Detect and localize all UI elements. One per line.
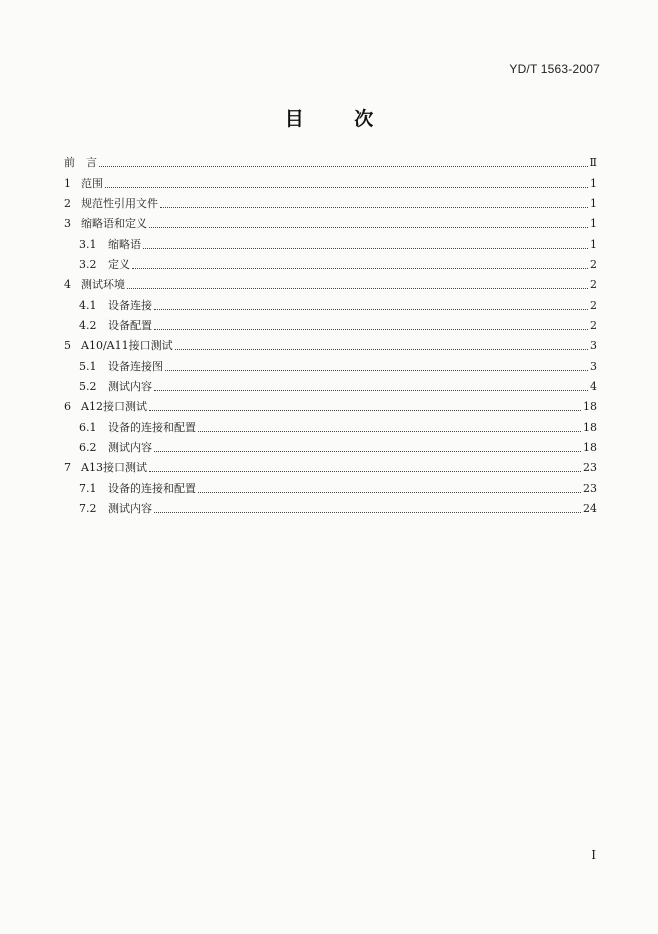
dot-leader — [160, 206, 588, 208]
toc-entry-label: 设备的连接和配置 — [108, 481, 196, 495]
toc-entry-label: A12接口测试 — [81, 400, 147, 414]
toc-entry-number: 4.2 — [79, 318, 97, 332]
toc-entry-page: 2 — [590, 278, 597, 292]
toc-entry-label: A10/A11接口测试 — [81, 339, 173, 353]
toc-entry-number: 前 — [64, 156, 75, 170]
standard-code: YD/T 1563-2007 — [509, 62, 600, 76]
toc-entry-number: 4.1 — [79, 298, 97, 312]
toc-entry[interactable] — [64, 292, 597, 312]
toc-entry-page: 18 — [583, 440, 597, 454]
dot-leader — [132, 267, 588, 269]
toc-entry-page: 23 — [583, 461, 597, 475]
toc-entry[interactable] — [64, 191, 597, 211]
dot-leader — [149, 409, 581, 411]
dot-leader — [154, 511, 581, 513]
toc-entry[interactable] — [64, 150, 597, 170]
toc-entry[interactable] — [64, 353, 597, 373]
toc-entry[interactable] — [64, 170, 597, 190]
toc-entry-label: 言 — [86, 156, 97, 170]
page-number: I — [591, 848, 596, 862]
toc-entry-number: 5 — [64, 339, 71, 353]
dot-leader — [149, 226, 588, 228]
toc-entry-number: 7.1 — [79, 481, 97, 495]
dot-leader — [99, 165, 588, 167]
dot-leader — [149, 470, 581, 472]
toc-entry-number: 4 — [64, 278, 71, 292]
toc-entry-label: 测试内容 — [108, 379, 152, 393]
toc-entry-label: 缩略语 — [108, 237, 141, 251]
table-of-contents — [64, 150, 597, 516]
toc-entry[interactable] — [64, 374, 597, 394]
dot-leader — [105, 186, 588, 188]
toc-entry-number: 6 — [64, 400, 71, 414]
dot-leader — [165, 369, 588, 371]
toc-entry-number: 5.1 — [79, 359, 97, 373]
toc-entry[interactable] — [64, 496, 597, 516]
dot-leader — [198, 430, 581, 432]
toc-entry-number: 2 — [64, 196, 71, 210]
toc-entry[interactable] — [64, 394, 597, 414]
toc-entry[interactable] — [64, 231, 597, 251]
dot-leader — [127, 287, 588, 289]
toc-entry-label: 设备连接 — [108, 298, 152, 312]
toc-entry-page: 1 — [590, 196, 597, 210]
toc-entry-page: 4 — [590, 379, 597, 393]
toc-entry-page: 18 — [583, 420, 597, 434]
toc-entry[interactable] — [64, 313, 597, 333]
toc-entry[interactable] — [64, 252, 597, 272]
toc-entry[interactable] — [64, 475, 597, 495]
toc-entry-label: 规范性引用文件 — [81, 196, 158, 210]
toc-entry-label: 设备的连接和配置 — [108, 420, 196, 434]
toc-entry-page: 1 — [590, 176, 597, 190]
toc-entry[interactable] — [64, 211, 597, 231]
dot-leader — [143, 247, 588, 249]
dot-leader — [198, 491, 581, 493]
toc-entry-page: 3 — [590, 359, 597, 373]
toc-entry-number: 6.1 — [79, 420, 97, 434]
toc-entry[interactable] — [64, 455, 597, 475]
page-title: 目 次 — [284, 108, 396, 130]
toc-entry-label: 设备连接图 — [108, 359, 163, 373]
toc-entry-label: 设备配置 — [108, 318, 152, 332]
toc-entry-page: 2 — [590, 298, 597, 312]
toc-entry-number: 5.2 — [79, 379, 97, 393]
toc-entry-number: 6.2 — [79, 440, 97, 454]
dot-leader — [175, 348, 588, 350]
dot-leader — [154, 328, 588, 330]
toc-entry-label: 范围 — [81, 176, 103, 190]
toc-entry-number: 7 — [64, 461, 71, 475]
toc-entry-label: 定义 — [108, 257, 130, 271]
toc-entry-label: 测试环境 — [81, 278, 125, 292]
toc-entry-page: 18 — [583, 400, 597, 414]
toc-entry[interactable] — [64, 414, 597, 434]
toc-entry-number: 3.2 — [79, 257, 97, 271]
toc-entry-page: 1 — [590, 237, 597, 251]
toc-entry-page: 2 — [590, 257, 597, 271]
toc-entry[interactable] — [64, 333, 597, 353]
toc-entry-page: 1 — [590, 217, 597, 231]
toc-entry[interactable] — [64, 272, 597, 292]
toc-entry-label: 测试内容 — [108, 501, 152, 515]
toc-entry-label: A13接口测试 — [81, 461, 147, 475]
toc-entry-number: 7.2 — [79, 501, 97, 515]
toc-entry-page: 24 — [583, 501, 597, 515]
dot-leader — [154, 450, 581, 452]
dot-leader — [154, 308, 588, 310]
toc-entry-number: 3.1 — [79, 237, 97, 251]
dot-leader — [154, 389, 588, 391]
toc-entry[interactable] — [64, 435, 597, 455]
toc-entry-page: 3 — [590, 339, 597, 353]
toc-entry-label: 测试内容 — [108, 440, 152, 454]
toc-entry-page: Ⅱ — [589, 156, 597, 170]
toc-entry-label: 缩略语和定义 — [81, 217, 147, 231]
toc-entry-page: 2 — [590, 318, 597, 332]
toc-entry-number: 3 — [64, 217, 71, 231]
toc-entry-page: 23 — [583, 481, 597, 495]
toc-entry-number: 1 — [64, 176, 71, 190]
